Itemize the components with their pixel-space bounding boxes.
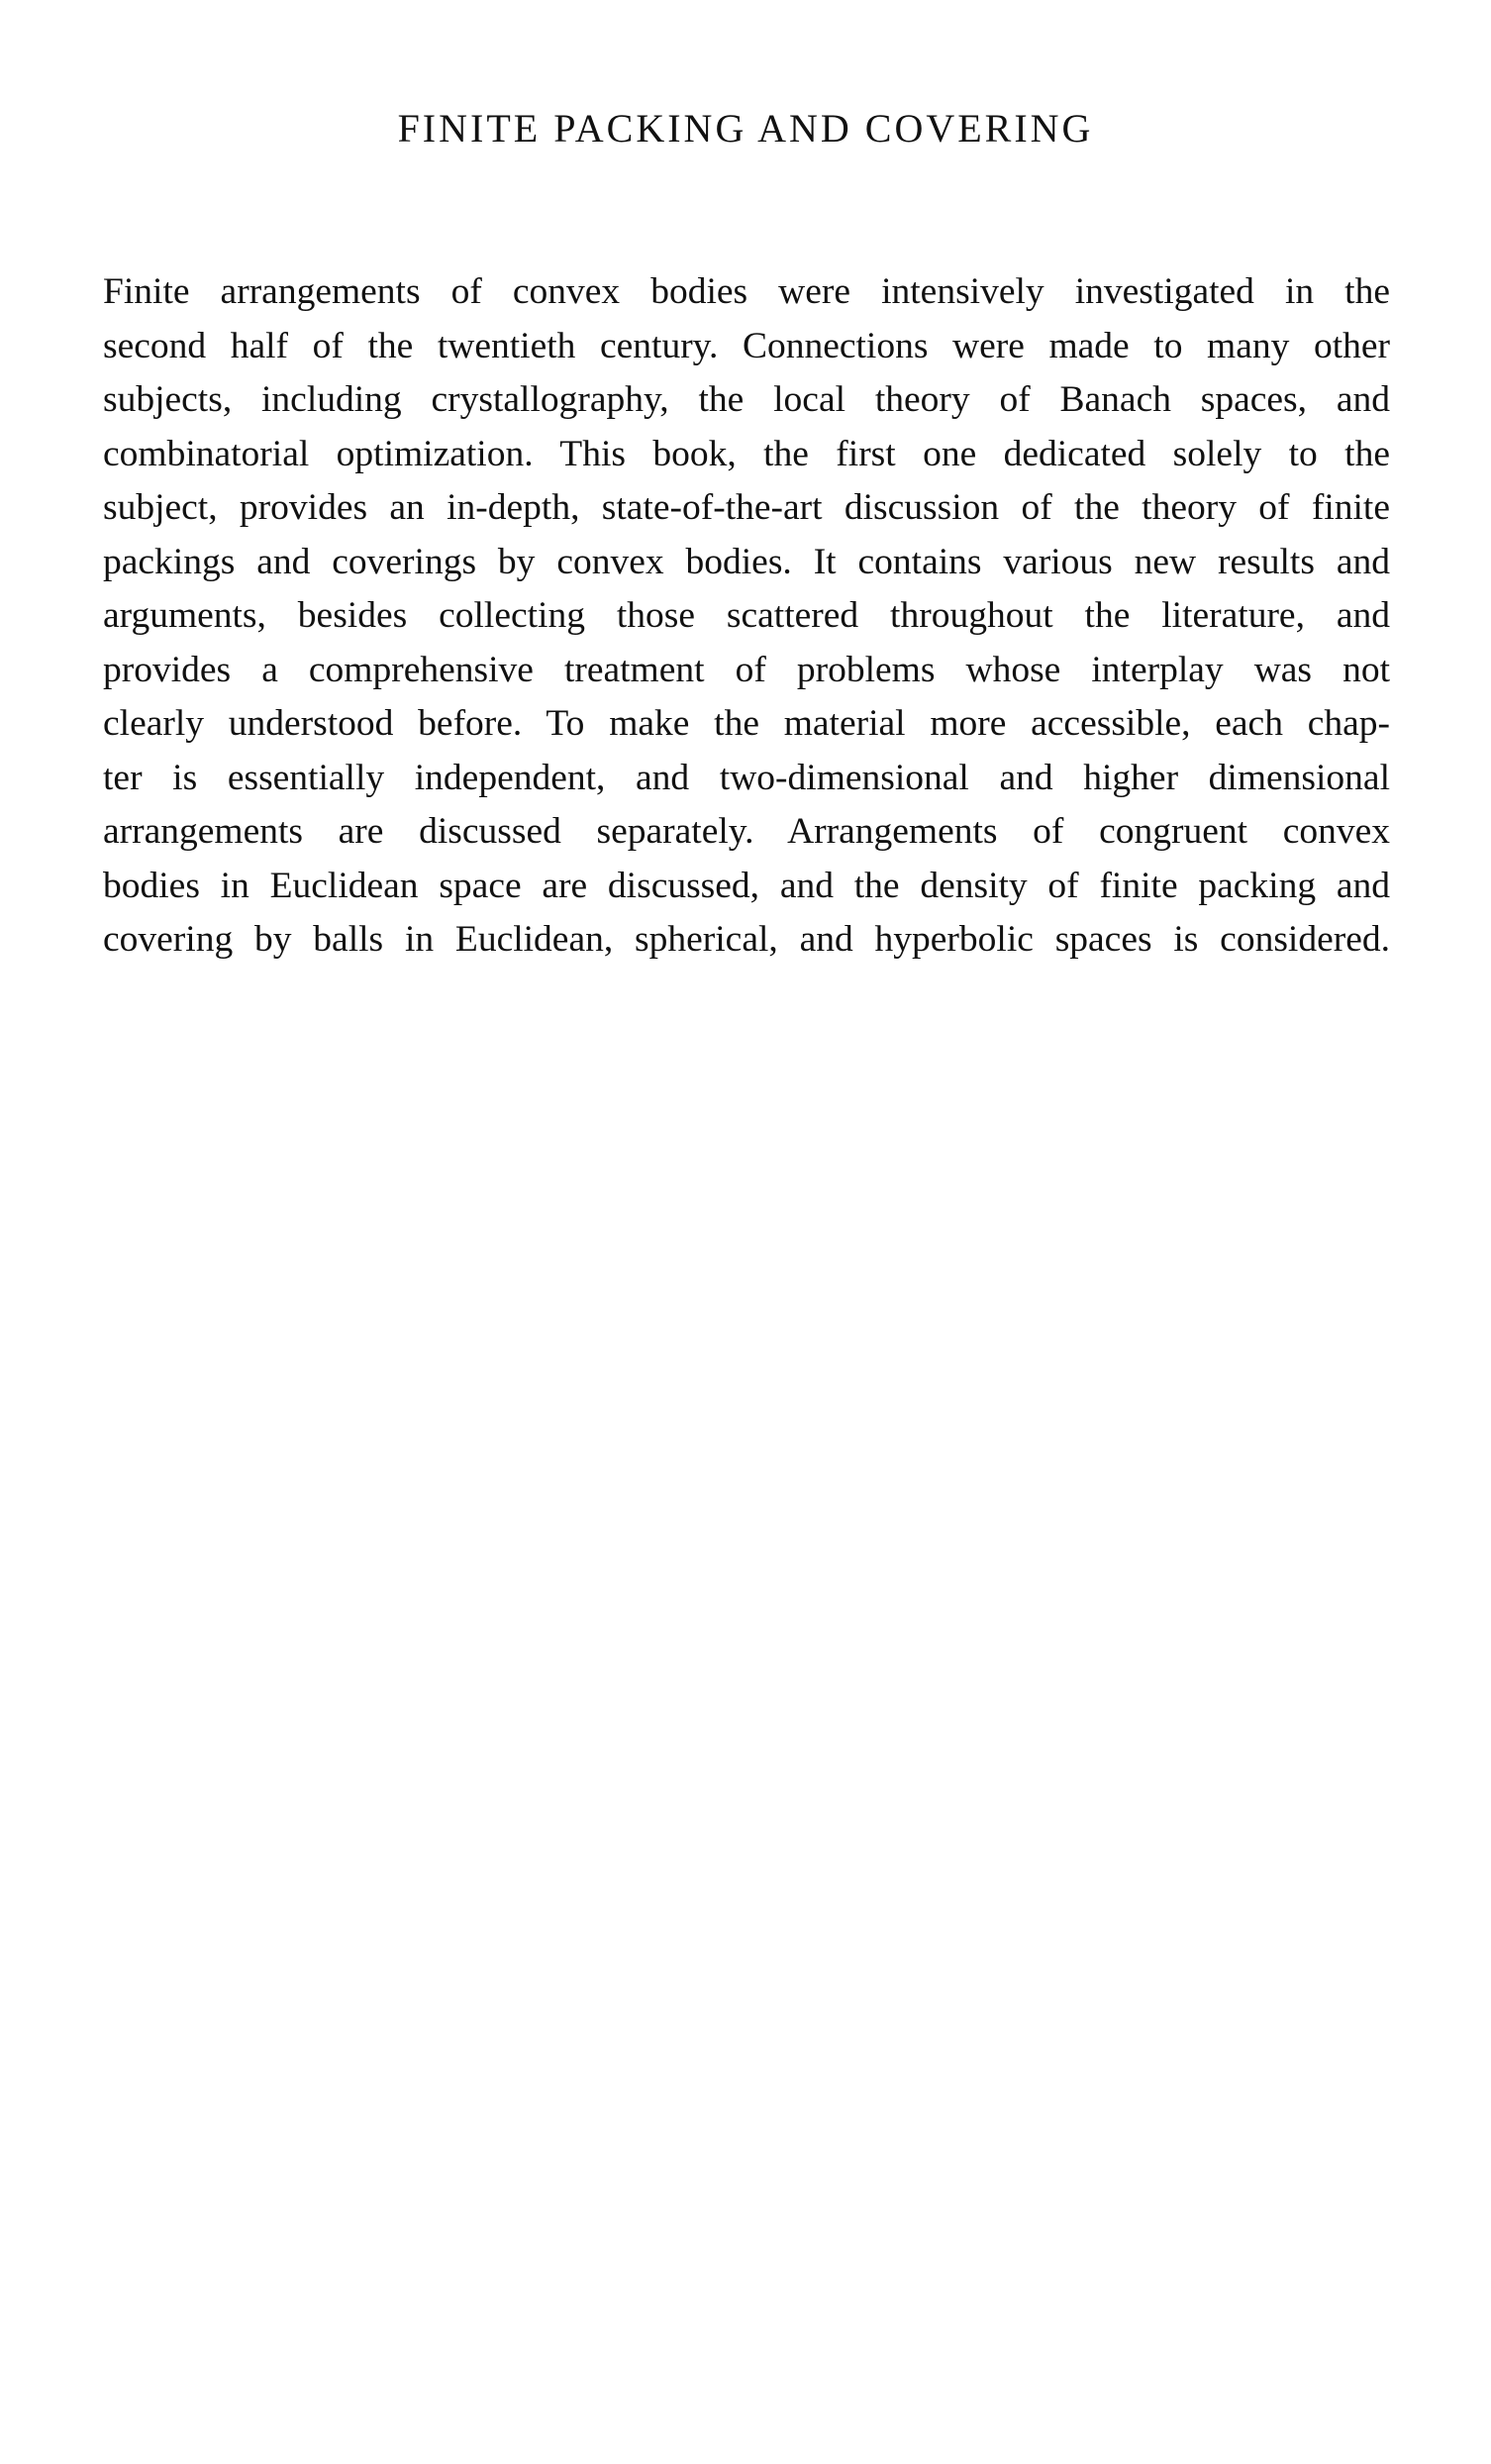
description-line-13: covering by balls in Euclidean, spherical, and hyperbolic spaces is considered. xyxy=(103,919,1390,960)
description-line-2: second half of the twentieth century. Connections were made to many other xyxy=(103,325,1390,366)
description-line-6: packings and coverings by convex bodies. It contains various new results and xyxy=(103,541,1390,582)
description-line-3: subjects, including crystallography, the local theory of Banach spaces, and xyxy=(103,379,1390,420)
description-line-4: combinatorial optimization. This book, the first one dedicated solely to the xyxy=(103,433,1390,474)
description-line-8: provides a comprehensive treatment of problems whose interplay was not xyxy=(103,649,1390,690)
description-line-12: bodies in Euclidean space are discussed, and the density of finite packing and xyxy=(103,865,1390,906)
description-line-5: subject, provides an in-depth, state-of-the-art discussion of the theory of finite xyxy=(103,487,1390,528)
description-line-7: arguments, besides collecting those scattered throughout the literature, and xyxy=(103,595,1390,636)
description-line-9: clearly understood before. To make the material more accessible, each chap- xyxy=(103,703,1390,744)
description-line-11: arrangements are discussed separately. Arrangements of congruent convex xyxy=(103,811,1390,852)
page-title: FINITE PACKING AND COVERING xyxy=(397,106,1094,151)
description-line-10: ter is essentially independent, and two-dimensional and higher dimensional xyxy=(103,757,1390,798)
description-line-1: Finite arrangements of convex bodies were intensively investigated in the xyxy=(103,271,1390,312)
description-paragraph xyxy=(103,265,1390,968)
